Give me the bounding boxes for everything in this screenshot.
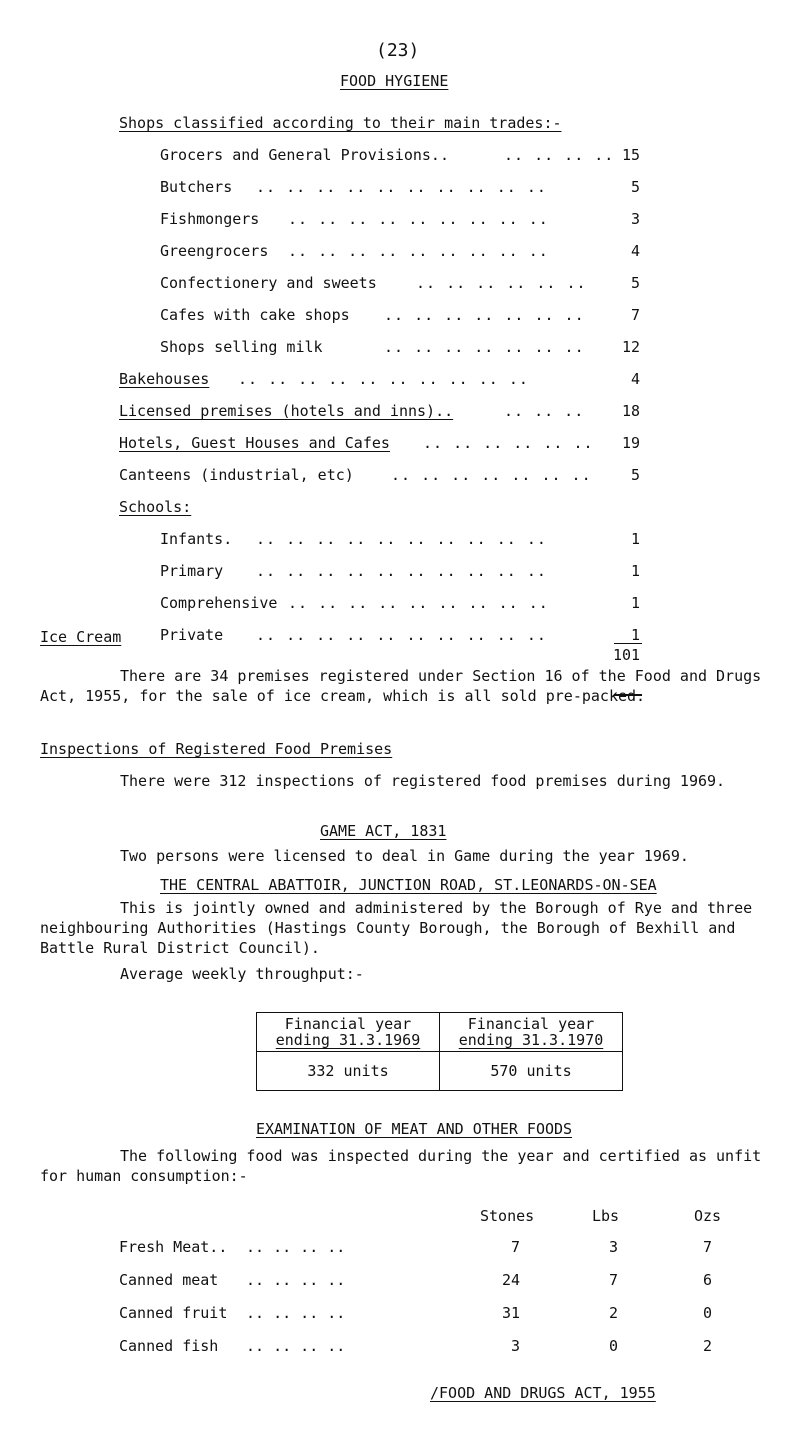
- food-ozs: 0: [703, 1304, 713, 1322]
- list-item-label: Primary: [160, 562, 224, 580]
- list-item-value: 4: [630, 242, 640, 260]
- table-header-cell: [257, 1013, 440, 1052]
- footer-catchword: /FOOD AND DRUGS ACT, 1955: [430, 1384, 656, 1402]
- list-item-value: 4: [630, 370, 640, 388]
- list-item-value: 18: [621, 402, 640, 420]
- list-item-label: Grocers and General Provisions..: [160, 146, 449, 164]
- list-item: [160, 594, 640, 614]
- table-row: [119, 1271, 719, 1291]
- dot-leader: .. .. .. ..: [504, 146, 615, 164]
- list-item-value: 1: [630, 562, 640, 580]
- list-item: [160, 306, 640, 326]
- list-item-value: 1: [630, 530, 640, 548]
- abattoir-text: This is jointly owned and administered by the Borough of Rye and three neighbouring Authorities (Hastings County Borough, the Borough of Bexhill and Battle Rural District Council).: [40, 899, 753, 957]
- section-title: FOOD HYGIENE: [340, 72, 449, 90]
- header-line: ending 31.3.1969: [275, 1031, 421, 1049]
- column-header-ozs: Ozs: [694, 1207, 722, 1225]
- list-item-value: 1: [630, 594, 640, 612]
- list-item: [160, 210, 640, 230]
- dot-leader: .. .. .. .. .. .. .. .. ..: [288, 242, 549, 260]
- shops-heading: Shops classified according to their main trades:-: [119, 114, 562, 132]
- list-item-label: Bakehouses: [119, 370, 210, 388]
- dot-leader: .. .. .. .. .. .. .. .. .. ..: [256, 530, 547, 548]
- list-item-value: 7: [630, 306, 640, 324]
- game-act-text: Two persons were licensed to deal in Game during the year 1969.: [120, 847, 689, 865]
- food-ozs: 6: [703, 1271, 713, 1289]
- game-act-heading: GAME ACT, 1831: [320, 822, 447, 840]
- dot-leader: .. .. .. .. .. .. .. .. .. ..: [256, 178, 547, 196]
- list-item-label: Infants.: [160, 530, 233, 548]
- table-row: [119, 1304, 719, 1324]
- column-header-stones: Stones: [480, 1207, 535, 1225]
- throughput-table: [256, 1012, 623, 1091]
- dot-leader: .. .. .. .. .. .. ..: [384, 306, 585, 324]
- table-row: [119, 1337, 719, 1357]
- list-item-value: 5: [630, 274, 640, 292]
- table-row: [119, 1238, 719, 1258]
- inspections-text: There were 312 inspections of registered food premises during 1969.: [120, 772, 726, 790]
- table-cell: 570 units: [440, 1052, 623, 1091]
- list-item-label: Licensed premises (hotels and inns)..: [119, 402, 454, 420]
- header-line: Financial year: [284, 1015, 412, 1033]
- list-item-hotels: [119, 434, 640, 454]
- dot-leader: .. .. .. ..: [246, 1271, 346, 1289]
- list-item-label: Hotels, Guest Houses and Cafes: [119, 434, 390, 452]
- header-line: Financial year: [467, 1015, 595, 1033]
- list-item: [160, 274, 640, 294]
- list-item-value: 5: [630, 178, 640, 196]
- list-item-bakehouses: [119, 370, 640, 390]
- page-number: (23): [376, 40, 420, 61]
- schools-heading: Schools:: [119, 498, 192, 516]
- examination-text: The following food was inspected during the year and certified as unfit for human consumption:-: [40, 1147, 762, 1185]
- list-item-value: 1: [630, 626, 640, 644]
- dot-leader: .. .. .. .. .. .. .. .. .. ..: [256, 562, 547, 580]
- list-item-value: 3: [630, 210, 640, 228]
- dot-leader: .. .. .. ..: [246, 1304, 346, 1322]
- dot-leader: .. .. .. .. .. .. ..: [391, 466, 592, 484]
- ice-cream-text: There are 34 premises registered under Section 16 of the Food and Drugs Act, 1955, for the sale of ice cream, which is all sold pre-packed.: [40, 667, 762, 705]
- food-label: Canned meat: [119, 1271, 219, 1289]
- dot-leader: .. .. .. .. .. .. .. .. .. ..: [256, 626, 547, 644]
- food-label: Fresh Meat..: [119, 1238, 228, 1256]
- list-item: [160, 530, 640, 550]
- ice-cream-heading: Ice Cream: [40, 628, 122, 646]
- list-item-licensed: [119, 402, 640, 422]
- list-item: [160, 242, 640, 262]
- list-item-label: Shops selling milk: [160, 338, 323, 356]
- list-item-canteens: [119, 466, 640, 486]
- list-item: [160, 626, 640, 646]
- divider: [614, 643, 642, 644]
- list-item-label: Private: [160, 626, 224, 644]
- food-lbs: 2: [609, 1304, 619, 1322]
- list-item-label: Fishmongers: [160, 210, 260, 228]
- table-header-cell: [440, 1013, 623, 1052]
- food-label: Canned fish: [119, 1337, 219, 1355]
- list-item: [160, 146, 640, 166]
- list-item-value: 5: [630, 466, 640, 484]
- list-item-label: Butchers: [160, 178, 233, 196]
- table-row: [257, 1052, 623, 1091]
- list-item-label: Confectionery and sweets: [160, 274, 377, 292]
- dot-leader: .. .. .. .. .. .. .. .. .. ..: [238, 370, 529, 388]
- list-item: [160, 338, 640, 358]
- header-line: ending 31.3.1970: [458, 1031, 604, 1049]
- inspections-heading: Inspections of Registered Food Premises: [40, 740, 393, 758]
- food-ozs: 7: [703, 1238, 713, 1256]
- list-item: [160, 178, 640, 198]
- throughput-label: Average weekly throughput:-: [120, 965, 364, 983]
- food-stones: 7: [511, 1238, 521, 1256]
- food-lbs: 7: [609, 1271, 619, 1289]
- list-item-label: Cafes with cake shops: [160, 306, 350, 324]
- dot-leader: .. .. .. ..: [246, 1238, 346, 1256]
- food-ozs: 2: [703, 1337, 713, 1355]
- table-cell: 332 units: [257, 1052, 440, 1091]
- dot-leader: .. .. .. .. .. .. .. .. ..: [288, 210, 549, 228]
- food-lbs: 3: [609, 1238, 619, 1256]
- list-item: [160, 562, 640, 582]
- dot-leader: .. .. .. .. .. .. ..: [384, 338, 585, 356]
- list-item-label: Greengrocers: [160, 242, 269, 260]
- food-stones: 24: [502, 1271, 521, 1289]
- dot-leader: .. .. .. .. .. ..: [423, 434, 594, 452]
- shops-total: 101: [613, 646, 641, 664]
- dot-leader: .. .. .. .. .. ..: [416, 274, 587, 292]
- column-header-lbs: Lbs: [592, 1207, 620, 1225]
- examination-heading: EXAMINATION OF MEAT AND OTHER FOODS: [256, 1120, 573, 1138]
- food-lbs: 0: [609, 1337, 619, 1355]
- list-item-value: 12: [621, 338, 640, 356]
- abattoir-heading: THE CENTRAL ABATTOIR, JUNCTION ROAD, ST.LEONARDS-ON-SEA: [160, 876, 657, 894]
- food-label: Canned fruit: [119, 1304, 228, 1322]
- dot-leader: .. .. .. ..: [246, 1337, 346, 1355]
- list-item-label: Canteens (industrial, etc): [119, 466, 354, 484]
- list-item-value: 19: [621, 434, 640, 452]
- list-item-value: 15: [621, 146, 640, 164]
- list-item-label: Comprehensive: [160, 594, 278, 612]
- dot-leader: .. .. ..: [504, 402, 585, 420]
- table-row: [257, 1013, 623, 1052]
- dot-leader: .. .. .. .. .. .. .. .. ..: [288, 594, 549, 612]
- food-stones: 31: [502, 1304, 521, 1322]
- food-stones: 3: [511, 1337, 521, 1355]
